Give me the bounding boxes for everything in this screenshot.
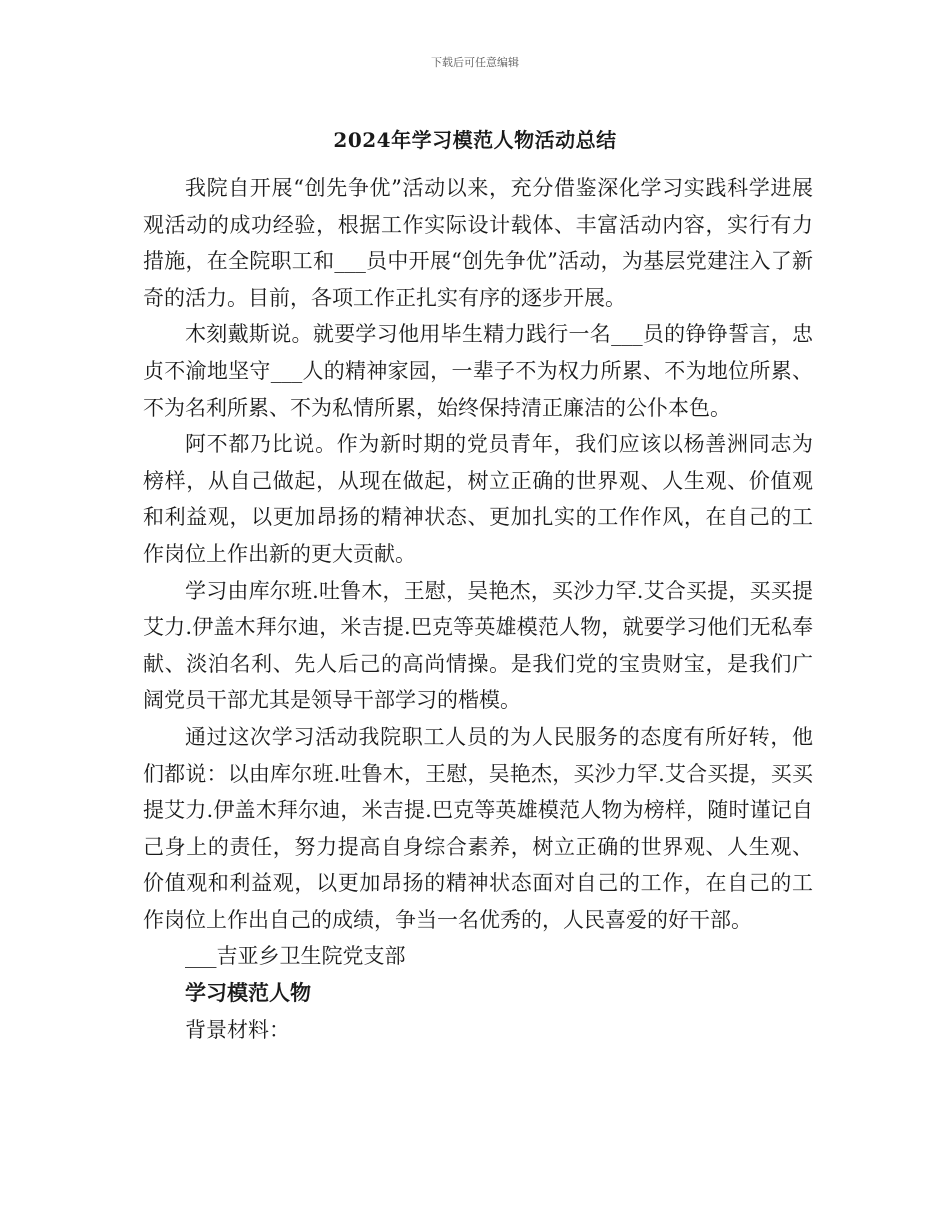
document-title: 2024年学习模范人物活动总结 xyxy=(333,128,617,152)
paragraph-quote-1: 木刻戴斯说。就要学习他用毕生精力践行一名___员的铮铮誓言，忠贞不渝地坚守___人的精神家园，一辈子不为权力所累、不为地位所累、不为名利所累、不为私情所累，始终保持清正廉洁的公仆本色。 xyxy=(143,322,813,420)
paragraph-intro: 我院自开展“创先争优”活动以来，充分借鉴深化学习实践科学进展观活动的成功经验，根据工作实际设计载体、丰富活动内容，实行有力措施，在全院职工和___员中开展“创先争优”活动，为基层党建注入了新奇的活力。目前，各项工作正扎实有序的逐步开展。 xyxy=(143,176,813,310)
signature-line: ___吉亚乡卫生院党支部 xyxy=(185,944,406,969)
paragraph-quote-2: 阿不都乃比说。作为新时期的党员青年，我们应该以杨善洲同志为榜样，从自己做起，从现在做起，树立正确的世界观、人生观、价值观和利益观，以更加昂扬的精神状态、更加扎实的工作作风，在自己的工作岗位上作出新的更大贡献。 xyxy=(143,432,813,566)
document-body xyxy=(143,170,813,1048)
paragraph-summary: 通过这次学习活动我院职工人员的为人民服务的态度有所好转，他们都说：以由库尔班.吐鲁木，王慰，吴艳杰，买沙力罕.艾合买提，买买提艾力.伊盖木拜尔迪，米吉提.巴克等英雄模范人物为榜样，随时谨记自己身上的责任，努力提高自身综合素养，树立正确的世界观、人生观、价值观和利益观，以更加昂扬的精神状态面对自己的工作，在自己的工作岗位上作出自己的成绩，争当一名优秀的，人民喜爱的好干部。 xyxy=(143,724,813,932)
paragraph-models: 学习由库尔班.吐鲁木，王慰，吴艳杰，买沙力罕.艾合买提，买买提艾力.伊盖木拜尔迪，米吉提.巴克等英雄模范人物，就要学习他们无私奉献、淡泊名利、先人后己的高尚情操。是我们党的宝贵财宝，是我们广阔党员干部尤其是领导干部学习的楷模。 xyxy=(143,578,813,713)
section-label: 背景材料： xyxy=(185,1017,290,1042)
section-heading: 学习模范人物 xyxy=(185,980,311,1006)
page-header-note: 下载后可任意编辑 xyxy=(431,56,519,69)
